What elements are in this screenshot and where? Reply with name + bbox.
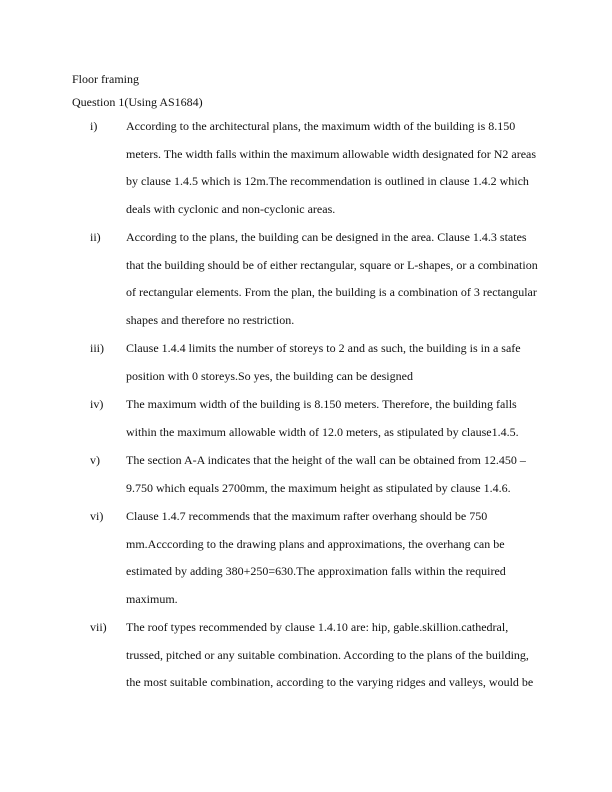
list-item-marker: vi) xyxy=(90,509,104,523)
document-title: Floor framing xyxy=(72,72,139,86)
numbered-list xyxy=(0,113,612,698)
list-item-text xyxy=(126,614,542,697)
list-item-text xyxy=(126,113,542,223)
list-item-text xyxy=(126,335,542,390)
list-item-marker: iii) xyxy=(90,341,104,355)
text-line: trussed, pitched or any suitable combination. According to the plans of the building, xyxy=(126,647,529,662)
text-line: mm.Acccording to the drawing plans and approximations, the overhang can be xyxy=(126,536,505,551)
text-line: deals with cyclonic and non-cyclonic areas. xyxy=(126,201,336,216)
list-item xyxy=(0,224,612,334)
list-item-text xyxy=(126,503,542,613)
list-item xyxy=(0,447,612,502)
list-item-text xyxy=(126,447,542,502)
list-item xyxy=(0,614,612,697)
text-line: shapes and therefore no restriction. xyxy=(126,312,295,327)
text-line: The roof types recommended by clause 1.4.10 are: hip, gable.skillion.cathedral, xyxy=(126,620,509,634)
list-item xyxy=(0,113,612,223)
text-line: by clause 1.4.5 which is 12m.The recommendation is outlined in clause 1.4.2 which xyxy=(126,174,529,188)
text-line: meters. The width falls within the maximum allowable width designated for N2 areas xyxy=(126,146,537,161)
question-heading: Question 1(Using AS1684) xyxy=(72,95,203,109)
text-line: maximum. xyxy=(126,591,178,606)
text-line: of rectangular elements. From the plan, the building is a combination of 3 rectangular xyxy=(126,285,537,299)
text-line: the most suitable combination, according to the varying ridges and valleys, would be xyxy=(126,675,534,689)
text-line: that the building should be of either rectangular, square or L-shapes, or a combination xyxy=(126,257,538,272)
text-line: Clause 1.4.7 recommends that the maximum rafter overhang should be 750 xyxy=(126,509,488,523)
list-item xyxy=(0,391,612,446)
text-line: Clause 1.4.4 limits the number of storeys to 2 and as such, the building is in a safe xyxy=(126,341,521,355)
list-item-marker: ii) xyxy=(90,230,101,244)
list-item-text xyxy=(126,391,542,446)
list-item-marker: vii) xyxy=(90,620,107,634)
list-item-marker: iv) xyxy=(90,397,104,411)
text-line: According to the plans, the building can be designed in the area. Clause 1.4.3 states xyxy=(126,230,527,244)
list-item xyxy=(0,335,612,390)
list-item xyxy=(0,503,612,613)
text-line: The section A-A indicates that the height of the wall can be obtained from 12.450 – xyxy=(126,453,526,467)
list-item-text xyxy=(126,224,542,334)
text-line: within the maximum allowable width of 12.0 meters, as stipulated by clause1.4.5. xyxy=(126,424,519,439)
text-line: 9.750 which equals 2700mm, the maximum height as stipulated by clause 1.4.6. xyxy=(126,480,511,495)
text-line: estimated by adding 380+250=630.The approximation falls within the required xyxy=(126,564,506,578)
text-line: The maximum width of the building is 8.150 meters. Therefore, the building falls xyxy=(126,397,517,411)
text-line: According to the architectural plans, the maximum width of the building is 8.150 xyxy=(126,119,516,133)
list-item-marker: i) xyxy=(90,119,98,133)
text-line: position with 0 storeys.So yes, the building can be designed xyxy=(126,368,413,383)
list-item-marker: v) xyxy=(90,453,100,467)
